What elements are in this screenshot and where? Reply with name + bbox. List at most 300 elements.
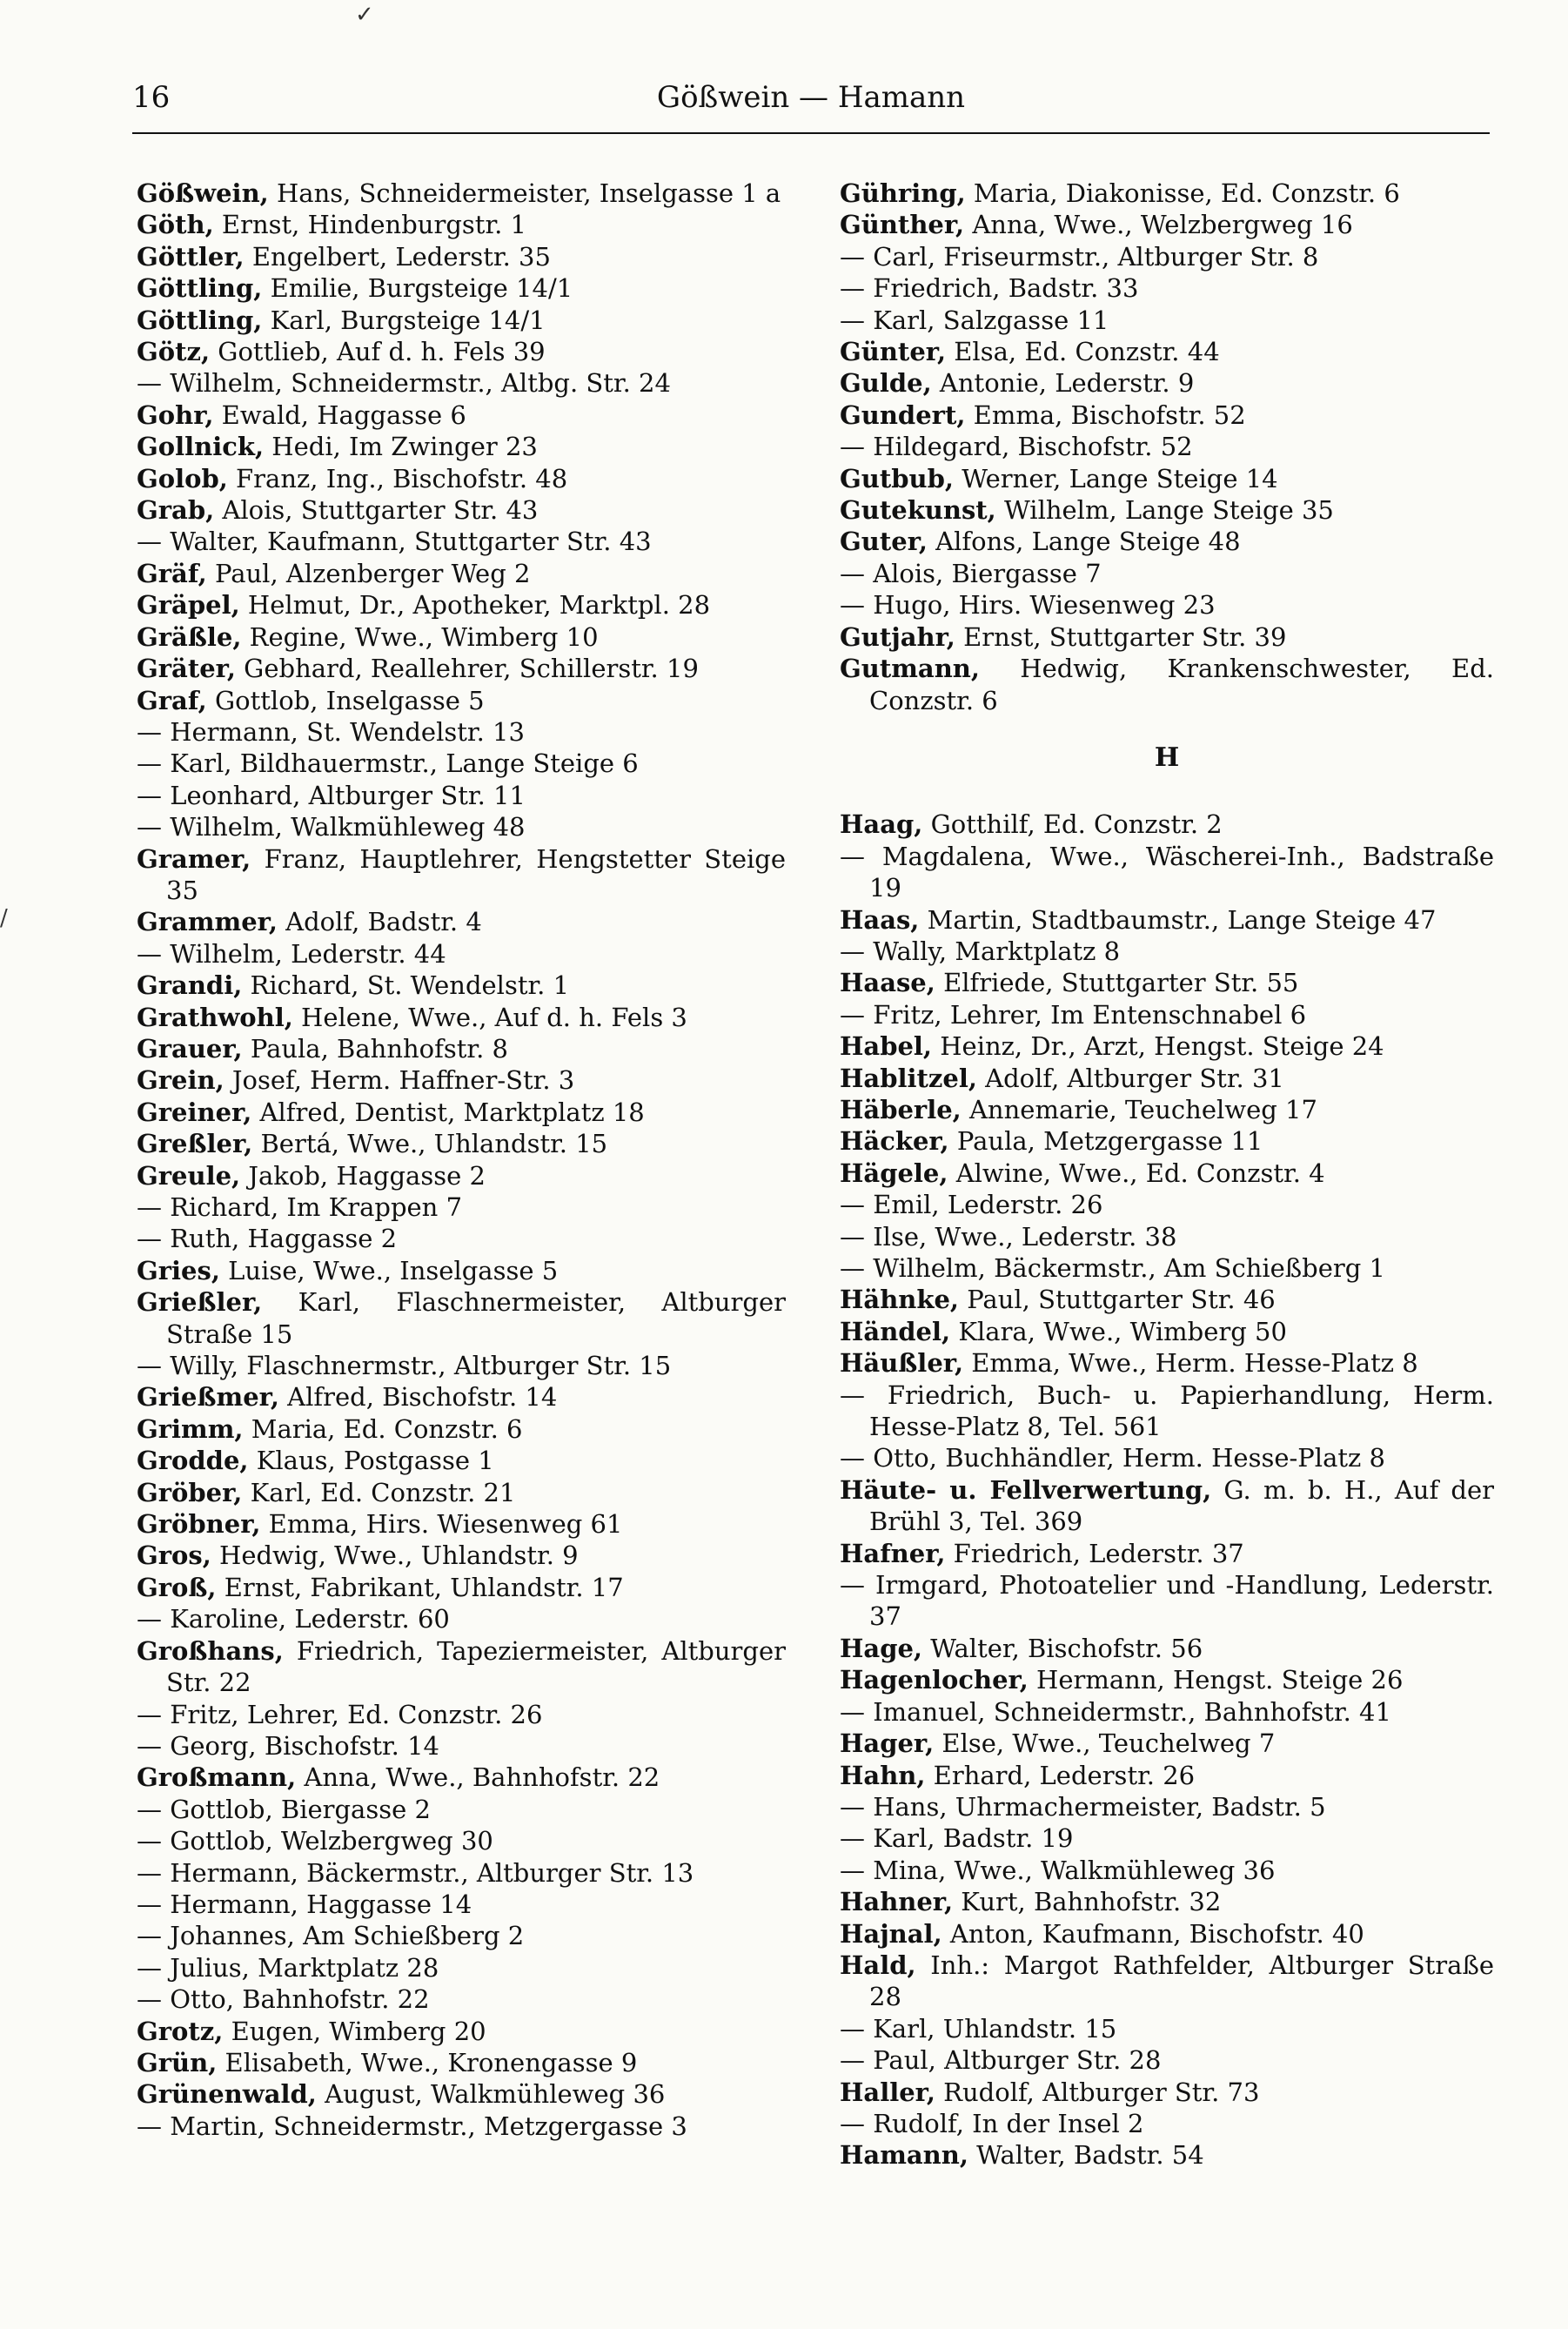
directory-entry bbox=[840, 967, 1494, 998]
entry-details: Jakob, Haggasse 2 bbox=[240, 1160, 486, 1191]
entry-details: Rudolf, Altburger Str. 73 bbox=[935, 2077, 1260, 2107]
directory-entry bbox=[840, 1822, 1494, 1854]
entry-details: Anton, Kaufmann, Bischofstr. 40 bbox=[941, 1918, 1364, 1949]
entry-details: Ernst, Hindenburgstr. 1 bbox=[213, 210, 527, 240]
running-head: Gößwein — Hamann bbox=[656, 80, 966, 115]
entry-details: Antonie, Lederstr. 9 bbox=[931, 368, 1195, 399]
entry-surname: Häcker, bbox=[840, 1126, 949, 1157]
entry-surname: Göth, bbox=[137, 210, 214, 240]
directory-entry bbox=[840, 1886, 1494, 1917]
directory-entry bbox=[137, 970, 786, 1001]
directory-entry bbox=[137, 1920, 786, 1951]
entry-details: Werner, Lange Steige 14 bbox=[953, 463, 1278, 493]
directory-entry bbox=[137, 209, 786, 240]
entry-details: — Hermann, Bäckermstr., Altburger Str. 13 bbox=[137, 1857, 694, 1888]
entry-surname: Grünenwald, bbox=[137, 2079, 317, 2110]
entry-details: Paul, Alzenberger Weg 2 bbox=[206, 558, 531, 588]
entry-details: — Karl, Bildhauermstr., Lange Steige 6 bbox=[137, 748, 639, 779]
entry-surname: Gutjahr, bbox=[840, 621, 955, 652]
entry-details: Helene, Wwe., Auf d. h. Fels 3 bbox=[292, 1002, 687, 1032]
entry-details: Alwine, Wwe., Ed. Conzstr. 4 bbox=[948, 1158, 1325, 1188]
entry-surname: Grein, bbox=[137, 1065, 224, 1096]
directory-entry bbox=[840, 1664, 1494, 1695]
directory-entry bbox=[840, 178, 1494, 209]
entry-details: — Irmgard, Photoatelier und -Handlung, Lederstr. 37 bbox=[840, 1570, 1494, 1632]
directory-entry bbox=[137, 1191, 786, 1223]
entry-surname: Gutbub, bbox=[840, 463, 954, 493]
directory-entry bbox=[137, 1952, 786, 1983]
directory-entry bbox=[840, 1918, 1494, 1950]
directory-entry bbox=[137, 1635, 786, 1699]
directory-entry bbox=[137, 1794, 786, 1825]
entry-surname: Grotz, bbox=[137, 2016, 224, 2046]
entry-details: Hedwig, Wwe., Uhlandstr. 9 bbox=[211, 1540, 579, 1571]
directory-entry bbox=[840, 2108, 1494, 2139]
entry-surname: Gulde, bbox=[840, 368, 932, 399]
right-column bbox=[840, 178, 1494, 2171]
entry-details: Erhard, Lederstr. 26 bbox=[925, 1760, 1196, 1790]
directory-entry bbox=[137, 1223, 786, 1254]
directory-entry bbox=[137, 1255, 786, 1286]
directory-entry bbox=[840, 1125, 1494, 1157]
entry-surname: Gräf, bbox=[137, 558, 207, 588]
entry-details: — Wilhelm, Walkmühleweg 48 bbox=[137, 812, 526, 842]
entry-surname: Hald, bbox=[840, 1950, 916, 1980]
entry-surname: Häberle, bbox=[840, 1094, 962, 1124]
entry-details: — Gottlob, Biergasse 2 bbox=[137, 1794, 431, 1824]
entry-surname: Gühring, bbox=[840, 178, 966, 208]
entry-details: Gottlieb, Auf d. h. Fels 39 bbox=[210, 337, 546, 367]
directory-entry bbox=[840, 305, 1494, 336]
section-letter: H bbox=[1154, 742, 1180, 773]
entry-surname: Göttler, bbox=[137, 241, 245, 272]
entry-details: Paul, Stuttgarter Str. 46 bbox=[959, 1285, 1276, 1315]
entry-details: Anna, Wwe., Welzbergweg 16 bbox=[964, 210, 1353, 240]
directory-entry bbox=[137, 1889, 786, 1920]
entry-details: — Fritz, Lehrer, Ed. Conzstr. 26 bbox=[137, 1699, 543, 1729]
entry-surname: Greiner, bbox=[137, 1097, 252, 1127]
directory-entry bbox=[137, 1540, 786, 1571]
entry-surname: Gröbner, bbox=[137, 1509, 261, 1540]
directory-entry bbox=[840, 1221, 1494, 1252]
entry-surname: Grathwohl, bbox=[137, 1002, 293, 1032]
entry-surname: Grießmer, bbox=[137, 1382, 279, 1413]
entry-surname: Göttling, bbox=[137, 305, 263, 335]
left-column bbox=[137, 178, 786, 2142]
entry-details: — Karl, Salzgasse 11 bbox=[840, 305, 1109, 335]
directory-entry bbox=[137, 1857, 786, 1889]
entry-surname: Grießler, bbox=[137, 1287, 263, 1318]
directory-entry bbox=[137, 1286, 786, 1350]
entry-details: — Fritz, Lehrer, Im Entenschnabel 6 bbox=[840, 999, 1307, 1030]
entry-details: Bertá, Wwe., Uhlandstr. 15 bbox=[252, 1129, 608, 1159]
entry-details: — Julius, Marktplatz 28 bbox=[137, 1952, 439, 1983]
entry-details: August, Walkmühleweg 36 bbox=[316, 2079, 666, 2110]
entry-details: Inh.: Margot Rathfelder, Altburger Straße 28 bbox=[869, 1950, 1494, 2012]
directory-entry bbox=[137, 1477, 786, 1508]
directory-entry bbox=[840, 1189, 1494, 1220]
directory-entry bbox=[137, 1097, 786, 1128]
directory-entry bbox=[840, 209, 1494, 240]
entry-details: Alfred, Dentist, Marktplatz 18 bbox=[251, 1097, 645, 1127]
directory-entry bbox=[137, 589, 786, 621]
directory-entry bbox=[137, 1445, 786, 1476]
directory-entry bbox=[137, 526, 786, 557]
entry-details: G. m. b. H., Auf der Brühl 3, Tel. 369 bbox=[869, 1474, 1494, 1537]
directory-entry bbox=[840, 2013, 1494, 2044]
entry-details: Emma, Hirs. Wiesenweg 61 bbox=[260, 1509, 623, 1540]
entry-details: — Ruth, Haggasse 2 bbox=[137, 1224, 398, 1254]
entry-details: — Willy, Flaschnermstr., Altburger Str. 15 bbox=[137, 1351, 672, 1381]
entry-details: Kurt, Bahnhofstr. 32 bbox=[953, 1887, 1222, 1917]
directory-entry bbox=[840, 1791, 1494, 1822]
directory-entry bbox=[137, 272, 786, 304]
directory-entry bbox=[840, 621, 1494, 653]
page-number: 16 bbox=[132, 80, 171, 115]
directory-entry bbox=[137, 367, 786, 399]
entry-details: Else, Wwe., Teuchelweg 7 bbox=[934, 1728, 1276, 1759]
directory-entry bbox=[137, 716, 786, 748]
directory-entry bbox=[840, 1760, 1494, 1791]
directory-entry bbox=[840, 367, 1494, 399]
directory-entry bbox=[137, 2078, 786, 2110]
directory-entry bbox=[840, 526, 1494, 557]
entry-surname: Gohr, bbox=[137, 399, 214, 430]
entry-details: — Richard, Im Krappen 7 bbox=[137, 1192, 463, 1222]
entry-details: Walter, Badstr. 54 bbox=[968, 2140, 1204, 2171]
directory-entry bbox=[840, 1063, 1494, 1094]
directory-entry bbox=[137, 1825, 786, 1856]
entry-details: Friedrich, Tapeziermeister, Altburger Str. 22 bbox=[166, 1635, 786, 1698]
entry-details: Walter, Bischofstr. 56 bbox=[922, 1633, 1203, 1663]
entry-details: Maria, Diakonisse, Ed. Conzstr. 6 bbox=[965, 178, 1400, 208]
entry-details: Ernst, Fabrikant, Uhlandstr. 17 bbox=[216, 1572, 624, 1602]
entry-details: — Paul, Altburger Str. 28 bbox=[840, 2045, 1162, 2076]
directory-entry bbox=[137, 780, 786, 811]
directory-entry bbox=[840, 809, 1494, 840]
entry-details: Martin, Stadtbaumstr., Lange Steige 47 bbox=[919, 904, 1437, 935]
directory-entry bbox=[137, 494, 786, 526]
entry-details: — Wilhelm, Lederstr. 44 bbox=[137, 938, 446, 969]
entry-surname: Graf, bbox=[137, 685, 207, 715]
right-column-top bbox=[840, 178, 1494, 716]
entry-details: Engelbert, Lederstr. 35 bbox=[244, 241, 551, 272]
directory-entry bbox=[137, 1381, 786, 1413]
entry-surname: Hähnke, bbox=[840, 1285, 959, 1315]
entry-surname: Göttling, bbox=[137, 273, 263, 304]
entry-details: Franz, Ing., Bischofstr. 48 bbox=[227, 463, 568, 493]
entry-surname: Grün, bbox=[137, 2047, 218, 2077]
entry-details: — Hildegard, Bischofstr. 52 bbox=[840, 432, 1193, 462]
entry-surname: Hagenlocher, bbox=[840, 1665, 1029, 1695]
entry-surname: Guter, bbox=[840, 527, 928, 557]
entry-surname: Götz, bbox=[137, 337, 211, 367]
entry-surname: Häußler, bbox=[840, 1348, 964, 1379]
entry-details: — Hermann, St. Wendelstr. 13 bbox=[137, 716, 525, 747]
directory-entry bbox=[840, 1158, 1494, 1189]
directory-entry bbox=[840, 1950, 1494, 2013]
entry-details: — Ilse, Wwe., Lederstr. 38 bbox=[840, 1221, 1177, 1252]
entry-details: Alfred, Bischofstr. 14 bbox=[278, 1382, 558, 1413]
entry-surname: Großmann, bbox=[137, 1762, 297, 1793]
directory-entry bbox=[137, 1762, 786, 1793]
entry-details: — Hans, Uhrmachermeister, Badstr. 5 bbox=[840, 1791, 1326, 1822]
directory-entry bbox=[137, 1508, 786, 1540]
directory-entry bbox=[840, 494, 1494, 526]
directory-entry bbox=[137, 1160, 786, 1191]
directory-entry bbox=[840, 1696, 1494, 1728]
entry-details: Gebhard, Reallehrer, Schillerstr. 19 bbox=[235, 654, 699, 684]
entry-surname: Hablitzel, bbox=[840, 1063, 977, 1093]
entry-details: — Leonhard, Altburger Str. 11 bbox=[137, 780, 526, 810]
entry-details: Hermann, Hengst. Steige 26 bbox=[1028, 1665, 1404, 1695]
directory-entry bbox=[137, 906, 786, 937]
entry-details: — Emil, Lederstr. 26 bbox=[840, 1190, 1103, 1220]
entry-details: Elsa, Ed. Conzstr. 44 bbox=[946, 337, 1220, 367]
entry-surname: Haase, bbox=[840, 968, 935, 998]
entry-surname: Gros, bbox=[137, 1540, 211, 1571]
directory-entry bbox=[137, 621, 786, 653]
entry-details: Helmut, Dr., Apotheker, Marktpl. 28 bbox=[239, 590, 711, 621]
entry-surname: Gößwein, bbox=[137, 178, 269, 208]
entry-surname: Golob, bbox=[137, 463, 228, 493]
entry-details: — Wilhelm, Bäckermstr., Am Schießberg 1 bbox=[840, 1253, 1385, 1283]
directory-entry bbox=[137, 1572, 786, 1603]
entry-details: Hedwig, Krankenschwester, Ed. Conzstr. 6 bbox=[869, 654, 1494, 715]
entry-surname: Haas, bbox=[840, 904, 920, 935]
entry-details: — Martin, Schneidermstr., Metzgergasse 3 bbox=[137, 2111, 687, 2141]
scan-mark: / bbox=[0, 905, 8, 931]
directory-entry bbox=[137, 1002, 786, 1033]
entry-surname: Häute- u. Fellverwertung, bbox=[840, 1474, 1212, 1505]
directory-entry bbox=[137, 1413, 786, 1445]
entry-surname: Hamann, bbox=[840, 2140, 968, 2171]
entry-surname: Grandi, bbox=[137, 970, 243, 1001]
entry-details: Luise, Wwe., Inselgasse 5 bbox=[219, 1255, 559, 1285]
directory-entry bbox=[840, 1316, 1494, 1347]
entry-details: Karl, Ed. Conzstr. 21 bbox=[242, 1477, 516, 1507]
entry-details: — Johannes, Am Schießberg 2 bbox=[137, 1921, 525, 1951]
entry-details: Richard, St. Wendelstr. 1 bbox=[242, 970, 570, 1001]
entry-surname: Günter, bbox=[840, 337, 947, 367]
entry-details: Maria, Ed. Conzstr. 6 bbox=[243, 1413, 523, 1444]
entry-details: Anna, Wwe., Bahnhofstr. 22 bbox=[296, 1762, 660, 1793]
directory-entry bbox=[137, 748, 786, 779]
directory-entry bbox=[840, 2077, 1494, 2108]
entry-surname: Gollnick, bbox=[137, 432, 265, 462]
directory-entry bbox=[840, 1442, 1494, 1473]
directory-entry bbox=[840, 1284, 1494, 1315]
entry-details: — Hugo, Hirs. Wiesenweg 23 bbox=[840, 590, 1216, 621]
directory-entry bbox=[840, 1094, 1494, 1125]
entry-details: Heinz, Dr., Arzt, Hengst. Steige 24 bbox=[932, 1031, 1384, 1062]
entry-details: — Rudolf, In der Insel 2 bbox=[840, 2108, 1144, 2138]
entry-details: — Karoline, Lederstr. 60 bbox=[137, 1604, 450, 1634]
entry-details: Gotthilf, Ed. Conzstr. 2 bbox=[922, 809, 1223, 840]
entry-details: — Otto, Bahnhofstr. 22 bbox=[137, 1984, 430, 2015]
page-header bbox=[132, 80, 1490, 134]
entry-surname: Gundert, bbox=[840, 399, 966, 430]
entry-surname: Greule, bbox=[137, 1160, 241, 1191]
directory-entry bbox=[840, 1855, 1494, 1886]
directory-entry bbox=[840, 1633, 1494, 1664]
directory-entry bbox=[840, 1252, 1494, 1284]
directory-entry bbox=[840, 1538, 1494, 1569]
directory-entry bbox=[137, 685, 786, 716]
directory-entry bbox=[137, 2047, 786, 2078]
entry-details: Klaus, Postgasse 1 bbox=[248, 1446, 494, 1476]
entry-surname: Gräpel, bbox=[137, 590, 240, 621]
entry-surname: Hahner, bbox=[840, 1887, 954, 1917]
entry-details: Regine, Wwe., Wimberg 10 bbox=[241, 621, 599, 652]
directory-entry bbox=[840, 558, 1494, 589]
directory-entry bbox=[137, 1730, 786, 1762]
entry-details: — Carl, Friseurmstr., Altburger Str. 8 bbox=[840, 241, 1319, 272]
entry-details: Hans, Schneidermeister, Inselgasse 1 a bbox=[268, 178, 781, 208]
entry-surname: Händel, bbox=[840, 1316, 951, 1346]
directory-entry bbox=[137, 938, 786, 970]
entry-surname: Haller, bbox=[840, 2077, 935, 2107]
entry-details: — Wilhelm, Schneidermstr., Altbg. Str. 24 bbox=[137, 368, 671, 399]
entry-details: Wilhelm, Lange Steige 35 bbox=[995, 495, 1334, 526]
directory-entry bbox=[840, 1728, 1494, 1759]
entry-surname: Hafner, bbox=[840, 1538, 946, 1568]
directory-entry bbox=[840, 1030, 1494, 1062]
directory-entry bbox=[840, 1474, 1494, 1538]
entry-details: Elfriede, Stuttgarter Str. 55 bbox=[935, 968, 1299, 998]
entry-surname: Hägele, bbox=[840, 1158, 948, 1188]
directory-entry bbox=[137, 241, 786, 272]
directory-entry bbox=[840, 999, 1494, 1030]
directory-entry bbox=[137, 399, 786, 431]
entry-surname: Haag, bbox=[840, 809, 923, 840]
entry-details: — Alois, Biergasse 7 bbox=[840, 558, 1102, 588]
directory-entry bbox=[137, 1128, 786, 1159]
entry-surname: Gramer, bbox=[137, 843, 251, 874]
directory-entry bbox=[840, 1569, 1494, 1633]
directory-entry bbox=[137, 1350, 786, 1381]
directory-entry bbox=[137, 336, 786, 367]
directory-entry bbox=[840, 463, 1494, 494]
entry-details: — Georg, Bischofstr. 14 bbox=[137, 1730, 439, 1761]
entry-details: — Friedrich, Badstr. 33 bbox=[840, 273, 1139, 304]
entry-surname: Grimm, bbox=[137, 1413, 244, 1444]
entry-details: Paula, Metzgergasse 11 bbox=[948, 1126, 1263, 1157]
entry-surname: Hage, bbox=[840, 1633, 923, 1663]
entry-details: — Hermann, Haggasse 14 bbox=[137, 1889, 472, 1919]
directory-entry bbox=[137, 1983, 786, 2015]
entry-surname: Grauer, bbox=[137, 1033, 243, 1064]
entry-details: — Wally, Marktplatz 8 bbox=[840, 936, 1121, 966]
entry-surname: Gräßle, bbox=[137, 621, 242, 652]
entry-details: Josef, Herm. Haffner-Str. 3 bbox=[224, 1065, 575, 1096]
entry-details: — Karl, Uhlandstr. 15 bbox=[840, 2013, 1117, 2044]
entry-details: — Walter, Kaufmann, Stuttgarter Str. 43 bbox=[137, 527, 652, 557]
directory-entry bbox=[840, 241, 1494, 272]
entry-details: — Mina, Wwe., Walkmühleweg 36 bbox=[840, 1855, 1276, 1885]
directory-entry bbox=[137, 1033, 786, 1064]
entry-surname: Grodde, bbox=[137, 1446, 249, 1476]
entry-details: Ernst, Stuttgarter Str. 39 bbox=[955, 621, 1287, 652]
entry-surname: Gröber, bbox=[137, 1477, 243, 1507]
entry-details: Annemarie, Teuchelweg 17 bbox=[961, 1094, 1317, 1124]
entry-details: Elisabeth, Wwe., Kronengasse 9 bbox=[217, 2047, 638, 2077]
entry-details: — Imanuel, Schneidermstr., Bahnhofstr. 41 bbox=[840, 1696, 1391, 1727]
directory-entry bbox=[137, 178, 786, 209]
entry-surname: Großhans, bbox=[137, 1635, 284, 1666]
directory-entry bbox=[137, 1064, 786, 1096]
directory-entry bbox=[840, 431, 1494, 462]
directory-entry bbox=[137, 1699, 786, 1730]
entry-details: Paula, Bahnhofstr. 8 bbox=[242, 1033, 508, 1064]
directory-entry bbox=[137, 305, 786, 336]
directory-entry bbox=[840, 2139, 1494, 2171]
entry-details: Friedrich, Lederstr. 37 bbox=[945, 1538, 1244, 1568]
entry-details: Eugen, Wimberg 20 bbox=[223, 2016, 486, 2046]
entry-surname: Groß, bbox=[137, 1572, 217, 1602]
entry-surname: Gräter, bbox=[137, 654, 236, 684]
entry-details: Emma, Bischofstr. 52 bbox=[965, 399, 1246, 430]
entry-details: — Gottlob, Welzbergweg 30 bbox=[137, 1826, 493, 1856]
entry-surname: Gutekunst, bbox=[840, 495, 996, 526]
directory-entry bbox=[840, 841, 1494, 904]
entry-surname: Hahn, bbox=[840, 1760, 926, 1790]
entry-surname: Günther, bbox=[840, 210, 965, 240]
directory-entry bbox=[840, 936, 1494, 967]
entry-details: Karl, Flaschnermeister, Altburger Straße 15 bbox=[166, 1287, 786, 1349]
entry-surname: Grammer, bbox=[137, 907, 278, 937]
entry-details: Franz, Hauptlehrer, Hengstetter Steige 35 bbox=[166, 843, 786, 905]
entry-details: — Friedrich, Buch- u. Papierhandlung, Herm. Hesse-Platz 8, Tel. 561 bbox=[840, 1379, 1494, 1442]
directory-entry bbox=[840, 904, 1494, 936]
directory-entry bbox=[840, 336, 1494, 367]
directory-entry bbox=[840, 653, 1494, 716]
directory-entry bbox=[840, 1379, 1494, 1443]
directory-entry bbox=[137, 843, 786, 907]
entry-surname: Grab, bbox=[137, 495, 215, 526]
directory-entry bbox=[137, 2016, 786, 2047]
entry-details: Adolf, Badstr. 4 bbox=[277, 907, 482, 937]
entry-surname: Habel, bbox=[840, 1031, 933, 1062]
directory-entry bbox=[840, 1347, 1494, 1379]
directory-entry bbox=[840, 399, 1494, 431]
entry-details: Hedi, Im Zwinger 23 bbox=[264, 432, 538, 462]
directory-entry bbox=[137, 653, 786, 684]
directory-entry bbox=[137, 2111, 786, 2142]
entry-details: Ewald, Haggasse 6 bbox=[213, 399, 466, 430]
directory-entry bbox=[840, 2044, 1494, 2076]
entry-details: — Karl, Badstr. 19 bbox=[840, 1823, 1074, 1854]
entry-details: Adolf, Altburger Str. 31 bbox=[976, 1063, 1284, 1093]
entry-details: Emilie, Burgsteige 14/1 bbox=[262, 273, 573, 304]
directory-entry bbox=[137, 463, 786, 494]
entry-details: Klara, Wwe., Wimberg 50 bbox=[950, 1316, 1287, 1346]
entry-surname: Hager, bbox=[840, 1728, 935, 1759]
scan-mark: ✓ bbox=[355, 2, 374, 28]
entry-details: — Otto, Buchhändler, Herm. Hesse-Platz 8 bbox=[840, 1443, 1385, 1473]
entry-details: Karl, Burgsteige 14/1 bbox=[262, 305, 546, 335]
entry-surname: Gries, bbox=[137, 1255, 220, 1285]
right-column-bottom bbox=[840, 809, 1494, 2171]
entry-details: Emma, Wwe., Herm. Hesse-Platz 8 bbox=[963, 1348, 1418, 1379]
entry-details: Alfons, Lange Steige 48 bbox=[927, 527, 1241, 557]
entry-surname: Gutmann, bbox=[840, 654, 980, 684]
directory-entry bbox=[840, 272, 1494, 304]
entry-surname: Greßler, bbox=[137, 1129, 253, 1159]
directory-entry bbox=[137, 558, 786, 589]
directory-entry bbox=[137, 431, 786, 462]
entry-details: — Magdalena, Wwe., Wäscherei-Inh., Badstraße 19 bbox=[840, 841, 1494, 903]
